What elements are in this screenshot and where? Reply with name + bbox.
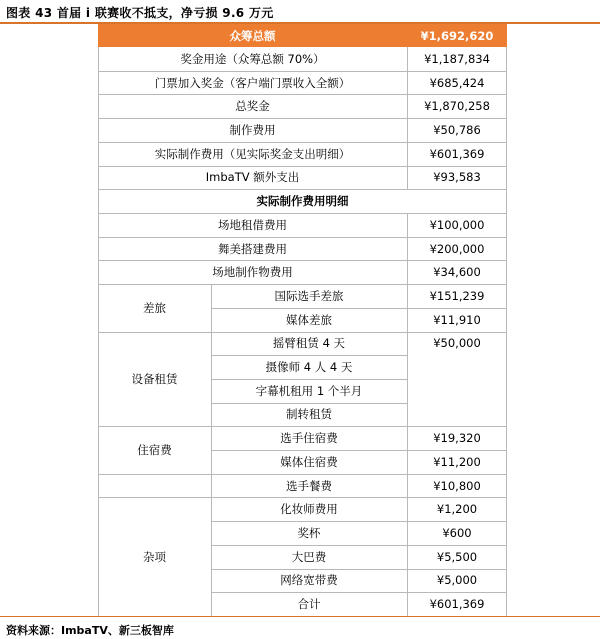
row-value-cell: ¥100,000: [429, 217, 485, 232]
row-value-cell: ¥93,583: [433, 170, 481, 185]
row-value-cell: ¥1,187,834: [424, 51, 490, 66]
column-divider: [407, 94, 408, 118]
row-value-cell: ¥50,786: [433, 122, 481, 137]
item-label-cell: 制转租赁: [286, 407, 332, 422]
row-value-cell: ¥1,870,258: [424, 99, 490, 114]
item-label-cell: 媒体差旅: [286, 312, 332, 327]
item-label-cell: 网络宽带费: [280, 573, 338, 588]
column-divider: [407, 260, 408, 284]
column-divider: [407, 284, 408, 331]
item-label-cell: 国际选手差旅: [274, 288, 344, 303]
column-divider: [407, 118, 408, 142]
item-label-cell: 摇臂租赁 4 天: [272, 336, 346, 351]
row-value-cell: ¥200,000: [429, 241, 485, 256]
group-value-cell: ¥50,000: [433, 336, 481, 351]
column-divider: [407, 237, 408, 261]
row-label-cell: 场地租借费用: [218, 217, 287, 232]
category-cell: 差旅: [143, 300, 166, 315]
table-left-border: [98, 47, 99, 616]
row-label-cell: 舞美搭建费用: [218, 241, 287, 256]
category-cell: [98, 474, 211, 498]
item-value-cell: ¥11,910: [433, 312, 481, 327]
column-divider: [407, 142, 408, 166]
table-right-border: [506, 47, 507, 616]
item-value-cell: ¥1,200: [436, 502, 478, 517]
category-cell: 杂项: [143, 549, 166, 564]
item-value-cell: ¥5,000: [436, 573, 478, 588]
row-label-cell: 实际制作费用（见实际奖金支出明细）: [154, 146, 351, 161]
item-label-cell: 选手住宿费: [280, 431, 338, 446]
item-label-cell: 大巴费: [291, 549, 327, 564]
item-value-cell: ¥601,369: [429, 597, 485, 612]
item-value-cell: ¥19,320: [433, 431, 481, 446]
header-label-cell: 众筹总额: [98, 24, 407, 47]
item-label-cell: 媒体住宿费: [280, 454, 338, 469]
row-label-cell: 制作费用: [229, 122, 276, 137]
row-label-cell: 门票加入奖金（客户端门票收入全额）: [154, 75, 351, 90]
category-cell: 设备租赁: [131, 371, 178, 386]
item-value-cell: ¥11,200: [433, 454, 481, 469]
category-cell: 住宿费: [137, 443, 172, 458]
item-value-cell: ¥5,500: [436, 549, 478, 564]
column-divider: [407, 71, 408, 95]
item-value-cell: ¥600: [442, 526, 472, 541]
item-label-cell: 奖杯: [297, 526, 321, 541]
row-value-cell: ¥34,600: [433, 265, 481, 280]
row-value-cell: ¥685,424: [429, 75, 485, 90]
source-divider: [0, 616, 600, 617]
item-label-cell: 字幕机租用 1 个半月: [255, 383, 363, 398]
column-divider: [407, 497, 408, 616]
item-label-cell: 化妆师费用: [280, 502, 338, 517]
column-divider: [407, 332, 408, 427]
section-title-cell: 实际制作费用明细: [256, 194, 349, 209]
row-value-cell: ¥601,369: [429, 146, 485, 161]
item-value-cell: ¥10,800: [433, 478, 481, 493]
row-label-cell: 奖金用途（众筹总额 70%）: [180, 51, 325, 66]
source-note: 资料来源：ImbaTV、新三板智库: [6, 624, 174, 637]
row-label-cell: 总奖金: [235, 99, 270, 114]
item-label-cell: 选手餐费: [286, 478, 332, 493]
budget-table: [98, 24, 507, 617]
item-value-cell: ¥151,239: [429, 288, 485, 303]
item-label-cell: 合计: [297, 597, 321, 612]
column-divider: [407, 166, 408, 190]
column-divider: [407, 47, 408, 71]
column-divider: [407, 426, 408, 473]
figure-caption: 图表 43 首届 i 联赛收不抵支，净亏损 9.6 万元: [6, 6, 274, 20]
column-divider: [407, 474, 408, 498]
row-label-cell: ImbaTV 额外支出: [205, 170, 300, 185]
row-label-cell: 场地制作物费用: [212, 265, 293, 280]
header-value-cell: ¥1,692,620: [407, 24, 507, 47]
item-label-cell: 摄像师 4 人 4 天: [265, 360, 353, 375]
column-divider: [407, 213, 408, 237]
